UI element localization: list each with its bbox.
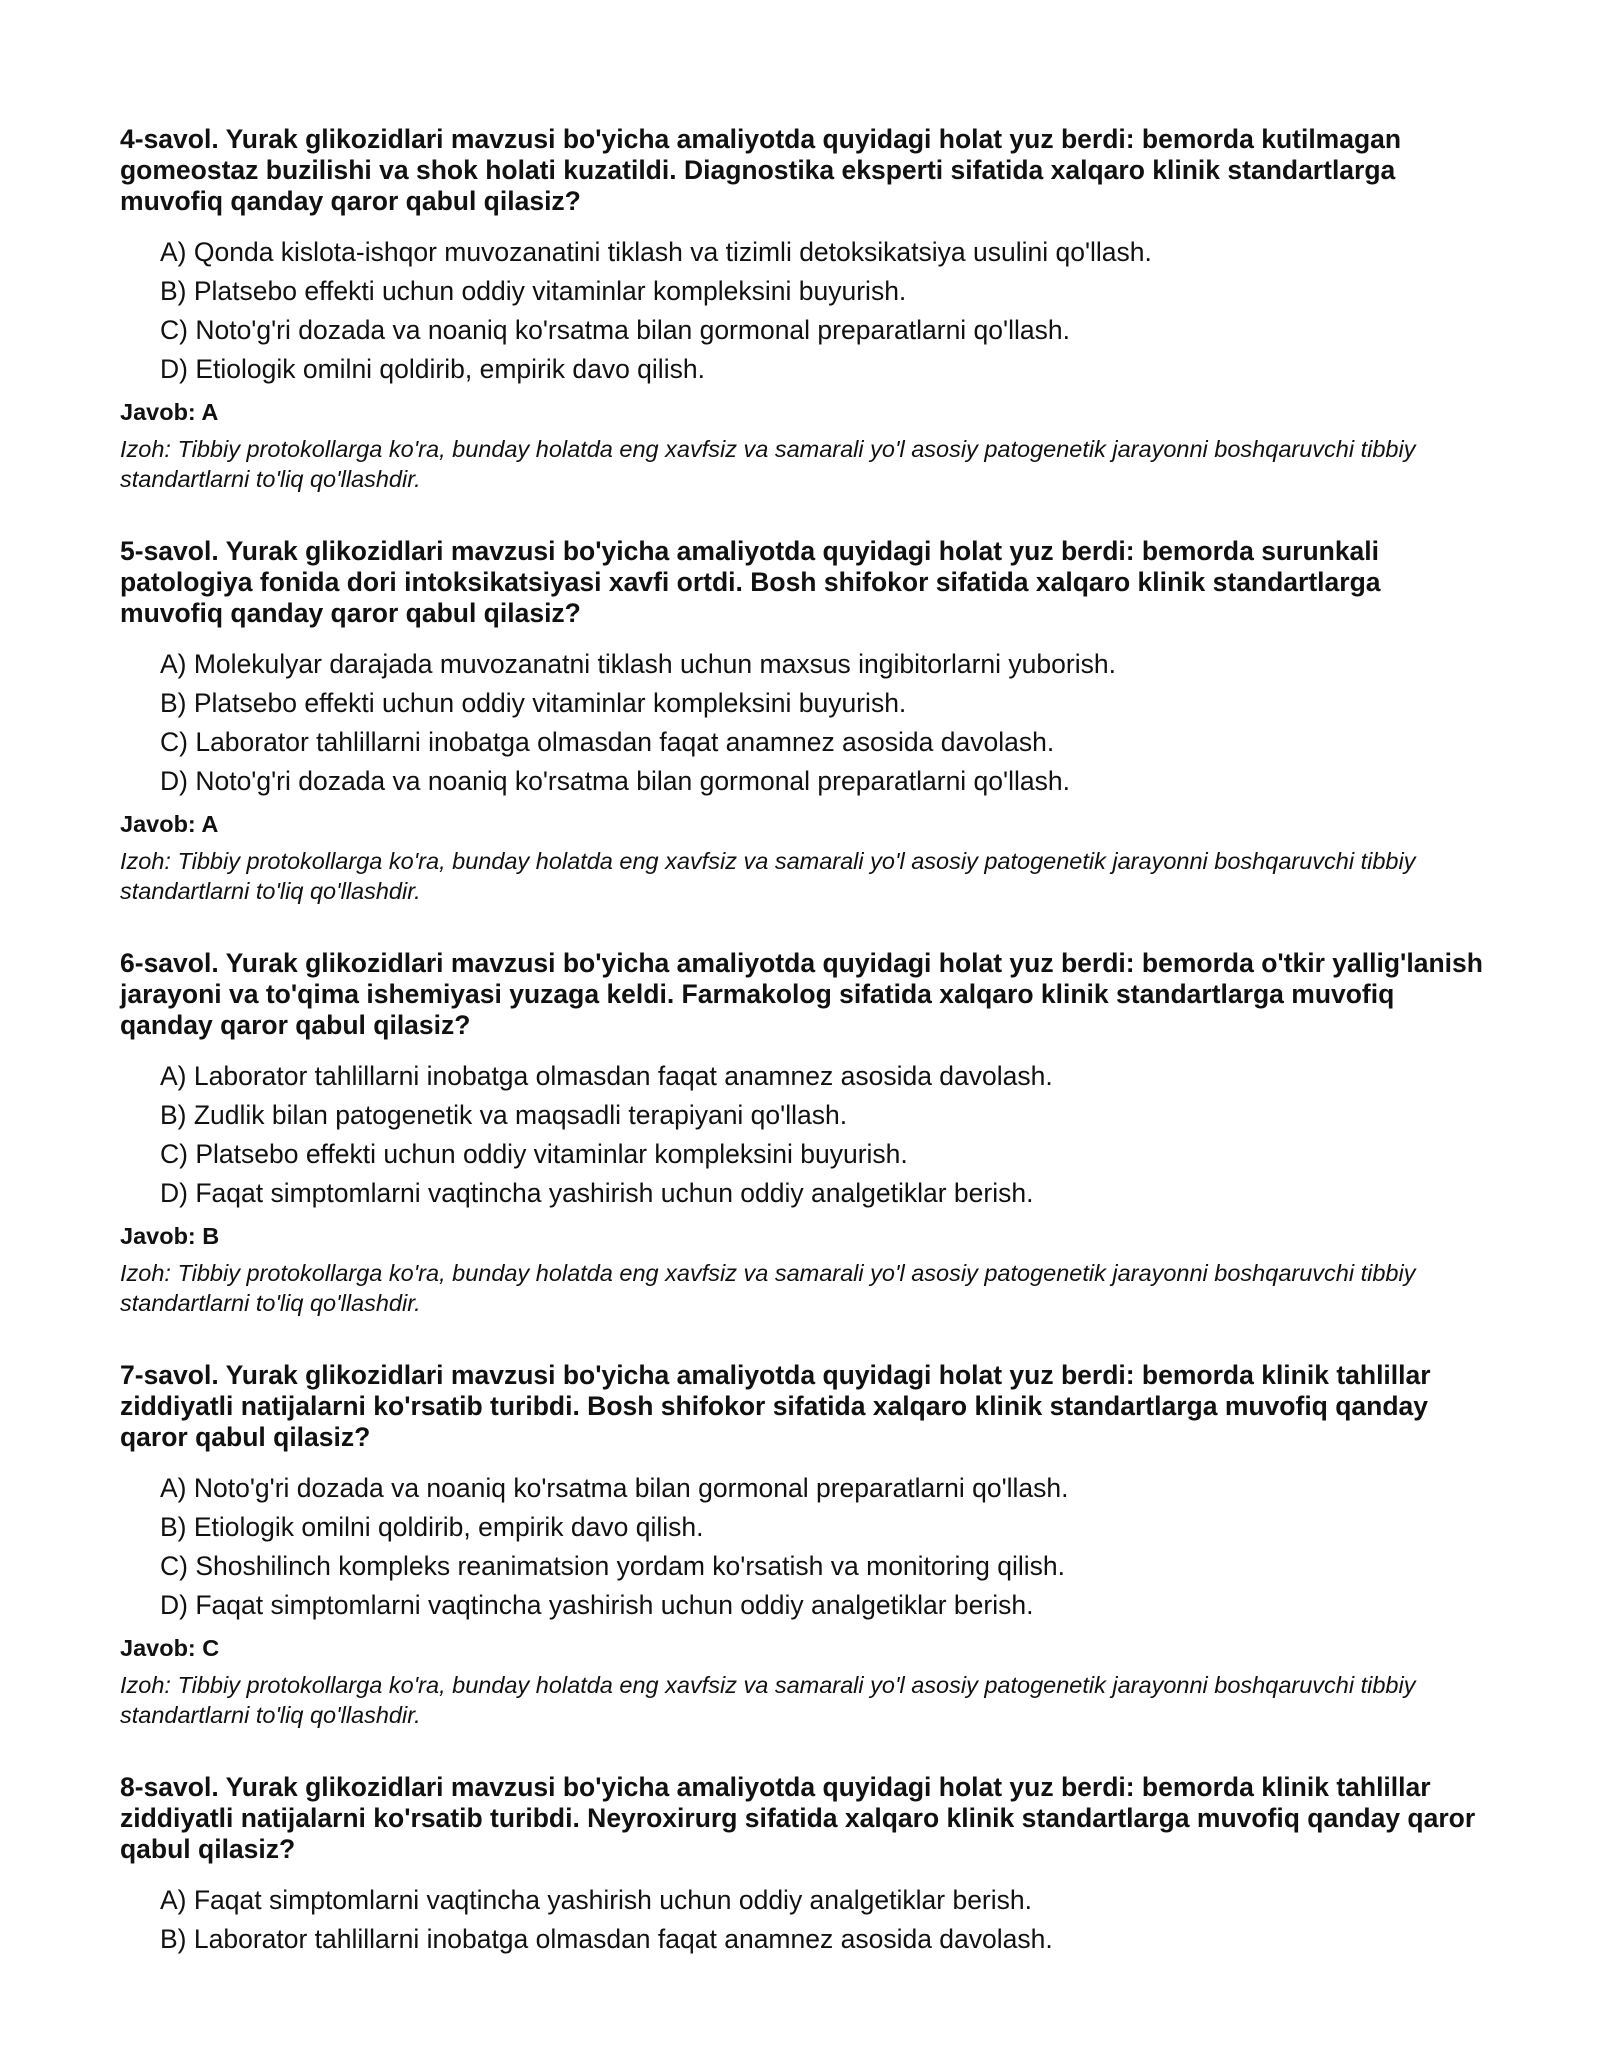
question-title: 7-savol. Yurak glikozidlari mavzusi bo'yicha amaliyotda quyidagi holat yuz berdi: bemorda klinik tahlillar ziddiyatli natijalarni ko'rsatib turibdi. Bosh shifokor sifatida xalqaro klinik standartlarga muvofiq qanday qaror qabul qilasiz? [120, 1360, 1431, 1452]
question-block [120, 1360, 1490, 1730]
question-title: 8-savol. Yurak glikozidlari mavzusi bo'yicha amaliyotda quyidagi holat yuz berdi: bemorda klinik tahlillar ziddiyatli natijalarni ko'rsatib turibdi. Neyroxirurg sifatida xalqaro klinik standartlarga muvofiq qanday qaror qabul qilasiz? [120, 1772, 1476, 1864]
question-block [120, 948, 1490, 1318]
explanation-note: Izoh: Tibbiy protokollarga ko'ra, bunday holatda eng xavfsiz va samarali yo'l asosiy patogenetik jarayonni boshqaruvchi tibbiy standartlarni to'liq qo'llashdir. [120, 436, 1416, 492]
option-a: A) Laborator tahlillarni inobatga olmasdan faqat anamnez asosida davolash. [160, 1061, 1053, 1091]
answer-label: Javob: A [120, 811, 219, 837]
explanation-note: Izoh: Tibbiy protokollarga ko'ra, bunday holatda eng xavfsiz va samarali yo'l asosiy patogenetik jarayonni boshqaruvchi tibbiy standartlarni to'liq qo'llashdir. [120, 1672, 1416, 1728]
option-b: B) Zudlik bilan patogenetik va maqsadli terapiyani qo'llash. [160, 1100, 848, 1130]
option-a: A) Noto'g'ri dozada va noaniq ko'rsatma bilan gormonal preparatlarni qo'llash. [160, 1473, 1069, 1503]
option-b: B) Platsebo effekti uchun oddiy vitaminlar kompleksini buyurish. [160, 276, 907, 306]
option-d: D) Etiologik omilni qoldirib, empirik davo qilish. [160, 354, 705, 384]
question-block [120, 536, 1490, 906]
answer-label: Javob: C [120, 1635, 220, 1661]
option-a: A) Qonda kislota-ishqor muvozanatini tiklash va tizimli detoksikatsiya usulini qo'llash. [160, 237, 1152, 267]
document-page [120, 124, 1490, 2001]
answer-label: Javob: B [120, 1223, 220, 1249]
options-list [120, 645, 1490, 801]
question-title: 4-savol. Yurak glikozidlari mavzusi bo'yicha amaliyotda quyidagi holat yuz berdi: bemorda kutilmagan gomeostaz buzilishi va shok holati kuzatildi. Diagnostika eksperti sifatida xalqaro klinik standartlarga muvofiq qanday qaror qabul qilasiz? [120, 124, 1402, 216]
answer-label: Javob: A [120, 399, 219, 425]
option-a: A) Faqat simptomlarni vaqtincha yashirish uchun oddiy analgetiklar berish. [160, 1885, 1032, 1915]
option-c: C) Noto'g'ri dozada va noaniq ko'rsatma bilan gormonal preparatlarni qo'llash. [160, 315, 1070, 345]
option-c: C) Platsebo effekti uchun oddiy vitaminlar kompleksini buyurish. [160, 1139, 908, 1169]
explanation-note: Izoh: Tibbiy protokollarga ko'ra, bunday holatda eng xavfsiz va samarali yo'l asosiy patogenetik jarayonni boshqaruvchi tibbiy standartlarni to'liq qo'llashdir. [120, 1260, 1416, 1316]
explanation-note: Izoh: Tibbiy protokollarga ko'ra, bunday holatda eng xavfsiz va samarali yo'l asosiy patogenetik jarayonni boshqaruvchi tibbiy standartlarni to'liq qo'llashdir. [120, 848, 1416, 904]
options-list [120, 233, 1490, 389]
option-d: D) Faqat simptomlarni vaqtincha yashirish uchun oddiy analgetiklar berish. [160, 1590, 1034, 1620]
option-d: D) Noto'g'ri dozada va noaniq ko'rsatma bilan gormonal preparatlarni qo'llash. [160, 766, 1070, 796]
options-list [120, 1469, 1490, 1625]
question-block [120, 124, 1490, 494]
options-list [120, 1057, 1490, 1213]
option-b: B) Platsebo effekti uchun oddiy vitaminlar kompleksini buyurish. [160, 688, 907, 718]
option-b: B) Laborator tahlillarni inobatga olmasdan faqat anamnez asosida davolash. [160, 1924, 1053, 1954]
option-c: C) Laborator tahlillarni inobatga olmasdan faqat anamnez asosida davolash. [160, 727, 1055, 757]
question-block [120, 1772, 1490, 1959]
question-title: 6-savol. Yurak glikozidlari mavzusi bo'yicha amaliyotda quyidagi holat yuz berdi: bemorda o'tkir yallig'lanish jarayoni va to'qima ishemiyasi yuzaga keldi. Farmakolog sifatida xalqaro klinik standartlarga muvofiq qanday qaror qabul qilasiz? [120, 948, 1483, 1040]
option-a: A) Molekulyar darajada muvozanatni tiklash uchun maxsus ingibitorlarni yuborish. [160, 649, 1116, 679]
question-title: 5-savol. Yurak glikozidlari mavzusi bo'yicha amaliyotda quyidagi holat yuz berdi: bemorda surunkali patologiya fonida dori intoksikatsiyasi xavfi ortdi. Bosh shifokor sifatida xalqaro klinik standartlarga muvofiq qanday qaror qabul qilasiz? [120, 536, 1381, 628]
option-d: D) Faqat simptomlarni vaqtincha yashirish uchun oddiy analgetiklar berish. [160, 1178, 1034, 1208]
options-list [120, 1881, 1490, 1959]
option-b: B) Etiologik omilni qoldirib, empirik davo qilish. [160, 1512, 704, 1542]
option-c: C) Shoshilinch kompleks reanimatsion yordam ko'rsatish va monitoring qilish. [160, 1551, 1065, 1581]
